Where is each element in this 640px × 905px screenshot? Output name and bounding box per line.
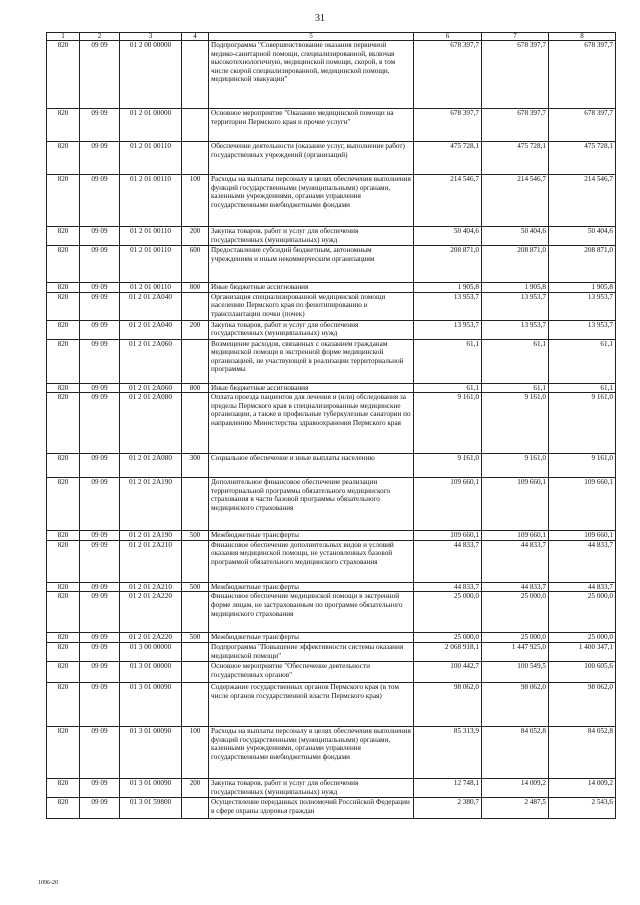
section-code-cell: 09 09 [80,292,120,320]
admin-code-cell: 820 [47,531,80,541]
table-row [47,797,616,818]
target-code-cell: 01 2 01 2A190 [120,478,182,531]
section-code-cell: 09 09 [80,661,120,682]
amount-year-1-cell: 13 953,7 [414,292,482,320]
expense-type-cell [182,540,209,582]
admin-code-cell: 820 [47,227,80,246]
amount-year-3-cell: 84 052,8 [549,726,616,778]
target-code-cell: 01 2 01 2A040 [120,320,182,339]
target-code-cell: 01 2 01 00000 [120,109,182,142]
amount-year-1-cell: 9 161,0 [414,454,482,478]
admin-code-cell: 820 [47,246,80,283]
target-code-cell: 01 2 01 2A080 [120,393,182,454]
amount-year-3-cell: 98 062,0 [549,682,616,726]
header-cell: 7 [482,33,549,41]
description-cell: Закупка товаров, работ и услуг для обеспечения государственных (муниципальных) нужд [209,227,414,246]
target-code-cell: 01 2 01 2A060 [120,339,182,383]
expense-type-cell: 500 [182,531,209,541]
amount-year-2-cell: 475 728,1 [482,142,549,175]
description-cell: Содержание государственных органов Пермского края (в том числе органов государственной власти Пермского края) [209,682,414,726]
amount-year-1-cell: 208 871,0 [414,246,482,283]
description-cell: Межбюджетные трансферты [209,531,414,541]
amount-year-2-cell: 109 660,1 [482,478,549,531]
admin-code-cell: 820 [47,726,80,778]
amount-year-3-cell: 100 605,6 [549,661,616,682]
amount-year-2-cell: 1 905,8 [482,283,549,293]
amount-year-1-cell: 109 660,1 [414,531,482,541]
description-cell: Организация специализированной медицинской помощи населению Пермского края по фенотипированию и трансплантации почки (почек) [209,292,414,320]
section-code-cell: 09 09 [80,320,120,339]
target-code-cell: 01 2 01 2A040 [120,292,182,320]
section-code-cell: 09 09 [80,227,120,246]
section-code-cell: 09 09 [80,283,120,293]
target-code-cell: 01 2 00 00000 [120,41,182,109]
section-code-cell: 09 09 [80,175,120,227]
target-code-cell: 01 2 01 2A210 [120,582,182,592]
header-row [47,33,616,41]
target-code-cell: 01 2 01 2A210 [120,540,182,582]
amount-year-3-cell: 25 000,0 [549,592,616,633]
admin-code-cell: 820 [47,540,80,582]
section-code-cell: 09 09 [80,41,120,109]
description-cell: Финансовое обеспечение дополнительных видов и условий оказания медицинской помощи, не установленных базовой программой обязательного медицинского страхования [209,540,414,582]
expense-type-cell [182,393,209,454]
amount-year-3-cell: 214 546,7 [549,175,616,227]
table-row [47,246,616,283]
section-code-cell: 09 09 [80,633,120,643]
table-row [47,320,616,339]
amount-year-1-cell: 61,1 [414,339,482,383]
table-row [47,682,616,726]
amount-year-3-cell: 1 905,8 [549,283,616,293]
amount-year-1-cell: 2 380,7 [414,797,482,818]
target-code-cell: 01 2 01 2A060 [120,383,182,393]
section-code-cell: 09 09 [80,592,120,633]
header-cell: 4 [182,33,209,41]
amount-year-2-cell: 9 161,0 [482,393,549,454]
description-cell: Иные бюджетные ассигнования [209,383,414,393]
section-code-cell: 09 09 [80,726,120,778]
target-code-cell: 01 3 00 00000 [120,642,182,661]
expense-type-cell: 600 [182,246,209,283]
amount-year-2-cell: 61,1 [482,339,549,383]
expense-type-cell: 200 [182,778,209,797]
amount-year-3-cell: 44 833,7 [549,582,616,592]
description-cell: Обеспечение деятельности (оказание услуг, выполнение работ) государственных учреждений (организаций) [209,142,414,175]
expense-type-cell: 800 [182,383,209,393]
section-code-cell: 09 09 [80,531,120,541]
amount-year-1-cell: 98 062,0 [414,682,482,726]
amount-year-3-cell: 50 404,6 [549,227,616,246]
admin-code-cell: 820 [47,682,80,726]
expense-type-cell: 100 [182,726,209,778]
table-row [47,175,616,227]
section-code-cell: 09 09 [80,642,120,661]
amount-year-2-cell: 678 397,7 [482,109,549,142]
target-code-cell: 01 2 01 00110 [120,283,182,293]
amount-year-2-cell: 100 549,5 [482,661,549,682]
table-row [47,339,616,383]
target-code-cell: 01 3 01 00090 [120,778,182,797]
table-row [47,393,616,454]
amount-year-2-cell: 208 871,0 [482,246,549,283]
expense-type-cell: 300 [182,454,209,478]
description-cell: Оплата проезда пациентов для лечения и (или) обследования за пределы Пермского края в специализированные медицинские организации, а также в профильные туберкулезные санатории по направлению Министерства здравоохранения Пермского края [209,393,414,454]
description-cell: Возмещение расходов, связанных с оказанием гражданам медицинской помощи в экстренной форме медицинской организацией, не участвующей в реализации территориальной программы [209,339,414,383]
admin-code-cell: 820 [47,41,80,109]
amount-year-1-cell: 475 728,1 [414,142,482,175]
table-row [47,383,616,393]
description-cell: Финансовое обеспечение медицинской помощи в экстренной форме лицам, не застрахованным по программе обязательного медицинского страхования [209,592,414,633]
amount-year-1-cell: 25 000,0 [414,592,482,633]
page-number: 31 [315,13,325,24]
target-code-cell: 01 2 01 2A080 [120,454,182,478]
admin-code-cell: 820 [47,339,80,383]
table-row [47,592,616,633]
section-code-cell: 09 09 [80,682,120,726]
header-cell: 2 [80,33,120,41]
expense-type-cell [182,592,209,633]
amount-year-2-cell: 50 404,6 [482,227,549,246]
amount-year-3-cell: 25 000,0 [549,633,616,643]
expense-type-cell: 500 [182,582,209,592]
admin-code-cell: 820 [47,592,80,633]
amount-year-1-cell: 25 000,0 [414,633,482,643]
table-row [47,41,616,109]
amount-year-3-cell: 9 161,0 [549,454,616,478]
table-row [47,109,616,142]
amount-year-2-cell: 214 546,7 [482,175,549,227]
description-cell: Дополнительное финансовое обеспечение реализации территориальной программы обязательного медицинского страхования в части базовой программы обязательного медицинского страхования [209,478,414,531]
expense-type-cell: 200 [182,227,209,246]
amount-year-2-cell: 14 009,2 [482,778,549,797]
section-code-cell: 09 09 [80,246,120,283]
amount-year-1-cell: 1 905,8 [414,283,482,293]
section-code-cell: 09 09 [80,778,120,797]
table-body [47,41,616,819]
description-cell: Основное мероприятие "Обеспечение деятельности государственных органов" [209,661,414,682]
admin-code-cell: 820 [47,778,80,797]
expense-type-cell [182,142,209,175]
description-cell: Межбюджетные трансферты [209,633,414,643]
amount-year-2-cell: 98 062,0 [482,682,549,726]
expense-type-cell: 200 [182,320,209,339]
amount-year-1-cell: 678 397,7 [414,109,482,142]
target-code-cell: 01 2 01 00110 [120,142,182,175]
amount-year-1-cell: 12 748,1 [414,778,482,797]
target-code-cell: 01 3 01 00090 [120,726,182,778]
description-cell: Подпрограмма "Повышение эффективности системы оказания медицинской помощи" [209,642,414,661]
expense-type-cell [182,642,209,661]
table-row [47,661,616,682]
admin-code-cell: 820 [47,661,80,682]
amount-year-2-cell: 13 953,7 [482,292,549,320]
section-code-cell: 09 09 [80,142,120,175]
admin-code-cell: 820 [47,633,80,643]
expense-type-cell [182,339,209,383]
amount-year-3-cell: 109 660,1 [549,478,616,531]
description-cell: Подпрограмма "Совершенствование оказания первичной медико-санитарной помощи, специализированной, включая высокотехнологичную, медицинской помощи, скорой, в том числе скорой специализированной, медицинской помощи, медицинской эвакуации" [209,41,414,109]
amount-year-3-cell: 13 953,7 [549,320,616,339]
table-row [47,478,616,531]
target-code-cell: 01 2 01 2A190 [120,531,182,541]
amount-year-2-cell: 678 397,7 [482,41,549,109]
description-cell: Закупка товаров, работ и услуг для обеспечения государственных (муниципальных) нужд [209,778,414,797]
description-cell: Закупка товаров, работ и услуг для обеспечения государственных (муниципальных) нужд [209,320,414,339]
amount-year-2-cell: 44 833,7 [482,582,549,592]
section-code-cell: 09 09 [80,478,120,531]
amount-year-3-cell: 678 397,7 [549,41,616,109]
expense-type-cell [182,682,209,726]
target-code-cell: 01 3 01 59800 [120,797,182,818]
admin-code-cell: 820 [47,175,80,227]
description-cell: Иные бюджетные ассигнования [209,283,414,293]
amount-year-2-cell: 84 052,8 [482,726,549,778]
table-row [47,642,616,661]
expense-type-cell [182,797,209,818]
amount-year-1-cell: 50 404,6 [414,227,482,246]
table-row [47,227,616,246]
admin-code-cell: 820 [47,642,80,661]
description-cell: Основное мероприятие "Оказание медицинской помощи на территории Пермского края и прочие услуги" [209,109,414,142]
admin-code-cell: 820 [47,109,80,142]
amount-year-2-cell: 9 161,0 [482,454,549,478]
amount-year-2-cell: 61,1 [482,383,549,393]
admin-code-cell: 820 [47,283,80,293]
table-row [47,726,616,778]
admin-code-cell: 820 [47,292,80,320]
amount-year-2-cell: 25 000,0 [482,592,549,633]
admin-code-cell: 820 [47,478,80,531]
section-code-cell: 09 09 [80,383,120,393]
footer-code: 1096-20 [38,880,58,886]
target-code-cell: 01 2 01 2A220 [120,592,182,633]
amount-year-2-cell: 2 487,5 [482,797,549,818]
target-code-cell: 01 2 01 2A220 [120,633,182,643]
target-code-cell: 01 2 01 00110 [120,227,182,246]
admin-code-cell: 820 [47,142,80,175]
header-cell: 3 [120,33,182,41]
amount-year-2-cell: 44 833,7 [482,540,549,582]
header-cell: 6 [414,33,482,41]
amount-year-2-cell: 1 447 925,0 [482,642,549,661]
amount-year-1-cell: 85 313,9 [414,726,482,778]
amount-year-1-cell: 44 833,7 [414,582,482,592]
description-cell: Осуществление переданных полномочий Российской Федерации в сфере охраны здоровья граждан [209,797,414,818]
amount-year-1-cell: 109 660,1 [414,478,482,531]
amount-year-3-cell: 13 953,7 [549,292,616,320]
amount-year-2-cell: 13 953,7 [482,320,549,339]
admin-code-cell: 820 [47,454,80,478]
description-cell: Расходы на выплаты персоналу в целях обеспечения выполнения функций государственными (муниципальными) органами, казенными учреждениями, органами управления государственными внебюджетными фондами [209,175,414,227]
table-row [47,283,616,293]
amount-year-1-cell: 61,1 [414,383,482,393]
amount-year-3-cell: 14 009,2 [549,778,616,797]
target-code-cell: 01 2 01 00110 [120,246,182,283]
amount-year-3-cell: 109 660,1 [549,531,616,541]
table-row [47,454,616,478]
admin-code-cell: 820 [47,320,80,339]
expense-type-cell [182,109,209,142]
description-cell: Предоставление субсидий бюджетным, автономным учреждениям и иным некоммерческим организациям [209,246,414,283]
amount-year-2-cell: 25 000,0 [482,633,549,643]
amount-year-1-cell: 13 953,7 [414,320,482,339]
table-row [47,292,616,320]
expense-type-cell [182,478,209,531]
description-cell: Расходы на выплаты персоналу в целях обеспечения выполнения функций государственными (муниципальными) органами, казенными учреждениями, органами управления государственными внебюджетными фондами [209,726,414,778]
header-cell: 1 [47,33,80,41]
table-row [47,540,616,582]
table-row [47,142,616,175]
amount-year-3-cell: 1 400 347,1 [549,642,616,661]
admin-code-cell: 820 [47,383,80,393]
amount-year-3-cell: 208 871,0 [549,246,616,283]
expense-type-cell [182,661,209,682]
amount-year-3-cell: 9 161,0 [549,393,616,454]
description-cell: Межбюджетные трансферты [209,582,414,592]
table-row [47,633,616,643]
amount-year-3-cell: 61,1 [549,339,616,383]
amount-year-1-cell: 44 833,7 [414,540,482,582]
amount-year-3-cell: 44 833,7 [549,540,616,582]
amount-year-3-cell: 61,1 [549,383,616,393]
admin-code-cell: 820 [47,797,80,818]
target-code-cell: 01 3 01 00090 [120,682,182,726]
header-cell: 8 [549,33,616,41]
amount-year-1-cell: 214 546,7 [414,175,482,227]
target-code-cell: 01 3 01 00000 [120,661,182,682]
amount-year-1-cell: 2 068 918,1 [414,642,482,661]
amount-year-2-cell: 109 660,1 [482,531,549,541]
section-code-cell: 09 09 [80,393,120,454]
table-row [47,582,616,592]
amount-year-1-cell: 9 161,0 [414,393,482,454]
admin-code-cell: 820 [47,393,80,454]
section-code-cell: 09 09 [80,582,120,592]
header-cell: 5 [209,33,414,41]
expense-type-cell [182,41,209,109]
table-row [47,531,616,541]
target-code-cell: 01 2 01 00110 [120,175,182,227]
expense-type-cell: 800 [182,283,209,293]
amount-year-3-cell: 678 397,7 [549,109,616,142]
budget-table [46,32,616,819]
description-cell: Социальное обеспечение и иные выплаты населению [209,454,414,478]
amount-year-1-cell: 100 442,7 [414,661,482,682]
expense-type-cell [182,292,209,320]
amount-year-1-cell: 678 397,7 [414,41,482,109]
table-row [47,778,616,797]
section-code-cell: 09 09 [80,454,120,478]
expense-type-cell: 500 [182,633,209,643]
section-code-cell: 09 09 [80,540,120,582]
section-code-cell: 09 09 [80,797,120,818]
amount-year-3-cell: 2 543,6 [549,797,616,818]
section-code-cell: 09 09 [80,109,120,142]
amount-year-3-cell: 475 728,1 [549,142,616,175]
admin-code-cell: 820 [47,582,80,592]
expense-type-cell: 100 [182,175,209,227]
section-code-cell: 09 09 [80,339,120,383]
